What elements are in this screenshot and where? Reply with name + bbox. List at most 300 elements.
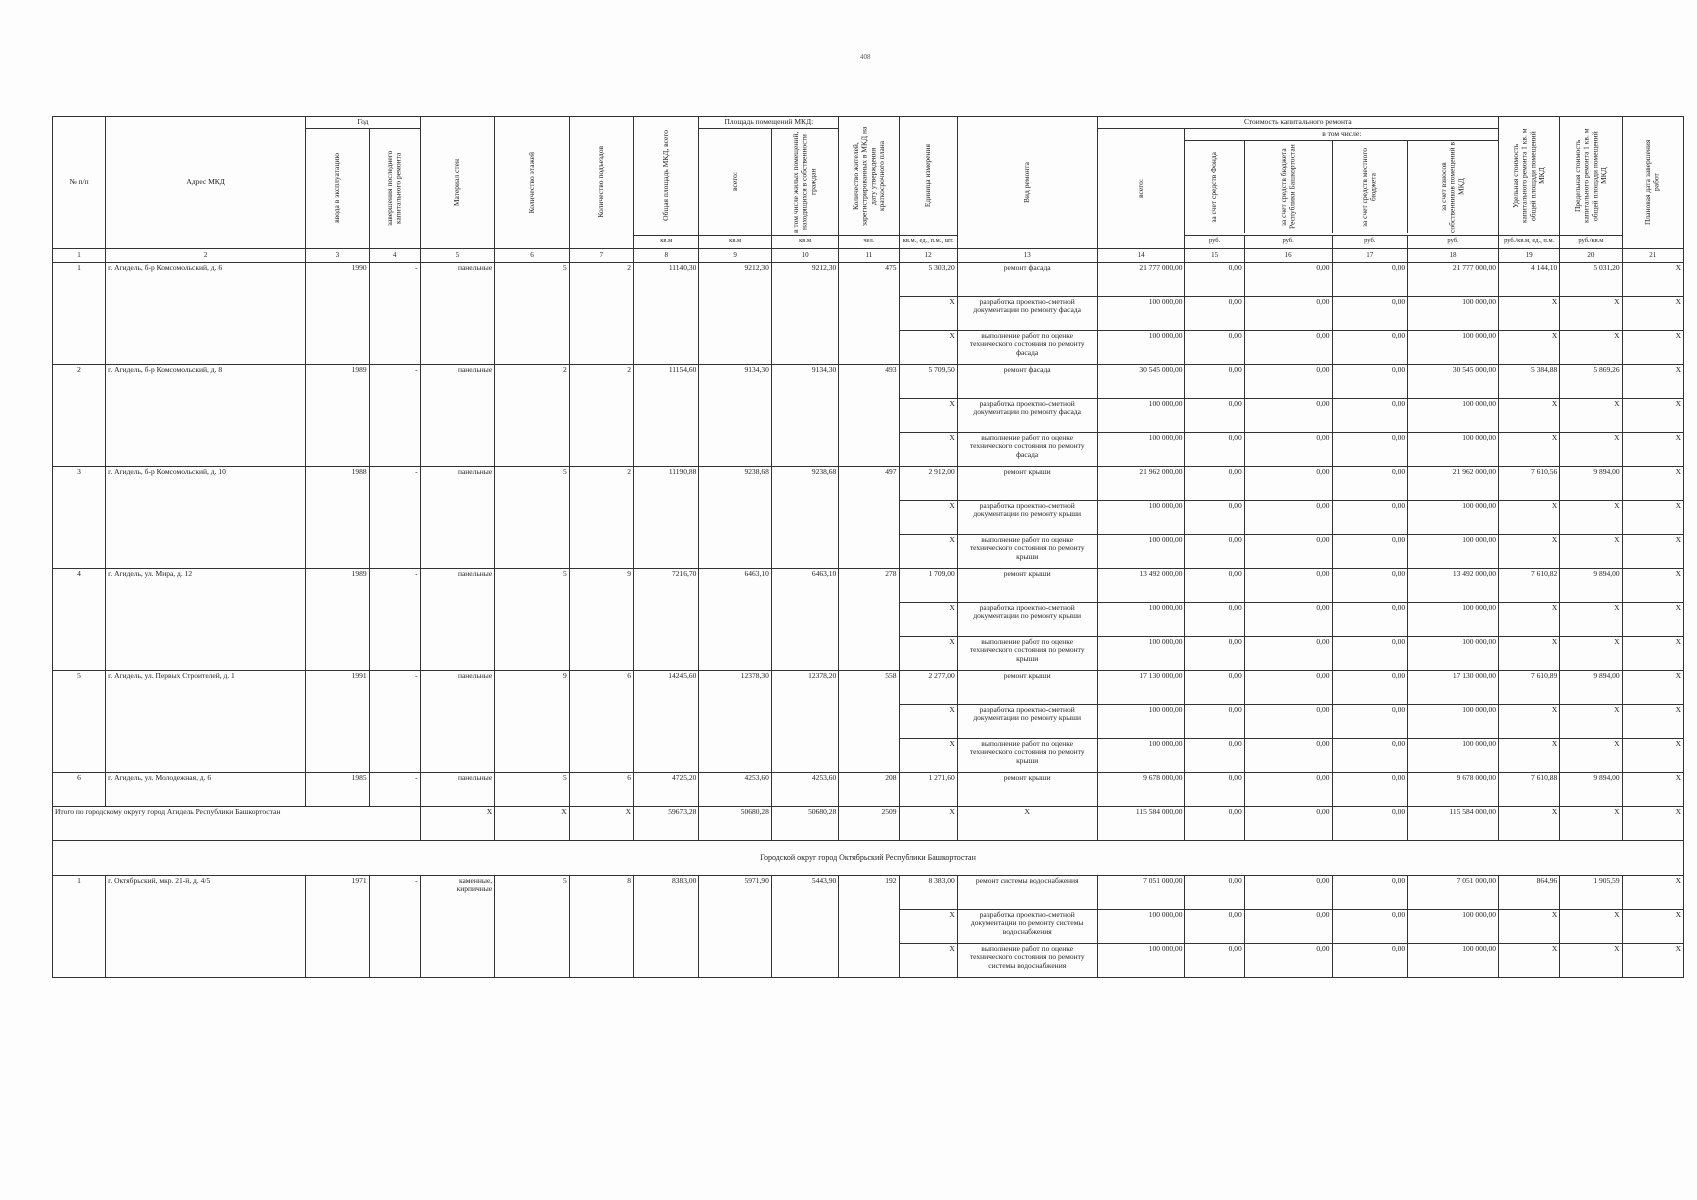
table-row [53, 466, 1684, 500]
cost-fund: 0,00 [1185, 636, 1244, 670]
cost-local: 0,00 [1332, 875, 1408, 909]
specific-cost: X [1499, 636, 1560, 670]
total-area: 59673,28 [634, 806, 699, 840]
planned-date: X [1622, 875, 1683, 909]
cost-fund: 0,00 [1185, 262, 1244, 296]
unit-owners: руб. [1408, 235, 1499, 248]
cost-republic: 0,00 [1244, 534, 1332, 568]
unit-max-cost: руб./кв.м [1560, 235, 1622, 248]
work-unit: 5 709,50 [899, 364, 957, 398]
cost-local: 0,00 [1332, 943, 1408, 977]
max-cost: X [1560, 330, 1622, 364]
cost-owners: 100 000,00 [1408, 704, 1499, 738]
column-number: 15 [1185, 248, 1244, 262]
planned-date: X [1622, 670, 1683, 704]
header-max-cost: Предельная стоимость капитального ремонта 1 кв. м общей площади помещений МКД [1572, 128, 1608, 224]
cost-total: 100 000,00 [1097, 534, 1185, 568]
wall-material: панельные [420, 772, 495, 806]
floors: 9 [495, 670, 570, 772]
cost-local: 0,00 [1332, 568, 1408, 602]
cost-total: 21 777 000,00 [1097, 262, 1185, 296]
work-unit: 1 709,00 [899, 568, 957, 602]
table-row [53, 772, 1684, 806]
cost-fund: 0,00 [1185, 909, 1244, 943]
wall-material: панельные [420, 670, 495, 772]
cost-fund: 0,00 [1185, 466, 1244, 500]
header-cost-republic: за счет средств бюджета Республики Башкортостан [1278, 144, 1297, 230]
table-row [53, 364, 1684, 398]
total-floors: X [495, 806, 570, 840]
total-area: 8383,00 [634, 875, 699, 977]
max-cost: 5 869,26 [1560, 364, 1622, 398]
floors: 5 [495, 466, 570, 568]
cost-republic: 0,00 [1244, 875, 1332, 909]
building-address: г. Агидель, б-р Комсомольский, д. 6 [106, 262, 306, 364]
total-label: Итого по городскому округу город Агидель Республики Башкортостан [53, 806, 421, 840]
residents: 208 [839, 772, 899, 806]
cost-local: 0,00 [1332, 534, 1408, 568]
total-residential: 50680,28 [771, 806, 838, 840]
residents: 558 [839, 670, 899, 772]
total-local: 0,00 [1332, 806, 1408, 840]
header-premises-total: всего: [729, 172, 739, 192]
building-no: 1 [53, 262, 106, 364]
cost-local: 0,00 [1332, 364, 1408, 398]
max-cost: X [1560, 636, 1622, 670]
max-cost: X [1560, 534, 1622, 568]
unit-premises-residents: кв.м [771, 235, 838, 248]
wall-material: каменные, кирпичные [420, 875, 495, 977]
premises-total: 9238,68 [699, 466, 772, 568]
planned-date: X [1622, 432, 1683, 466]
total-unit: X [899, 806, 957, 840]
work-type: ремонт крыши [957, 568, 1097, 602]
header-year-last-repair: завершения последнего капитального ремонта [384, 150, 403, 226]
cost-total: 100 000,00 [1097, 398, 1185, 432]
planned-date: X [1622, 500, 1683, 534]
cost-fund: 0,00 [1185, 364, 1244, 398]
work-type: ремонт крыши [957, 772, 1097, 806]
work-type: разработка проектно-сметной документации по ремонту крыши [957, 704, 1097, 738]
cost-owners: 100 000,00 [1408, 296, 1499, 330]
cost-owners: 100 000,00 [1408, 636, 1499, 670]
specific-cost: X [1499, 398, 1560, 432]
total-total: 115 584 000,00 [1097, 806, 1185, 840]
table-row [53, 875, 1684, 909]
specific-cost: X [1499, 500, 1560, 534]
total-date: X [1622, 806, 1683, 840]
cost-republic: 0,00 [1244, 772, 1332, 806]
year-commission: 1985 [306, 772, 369, 806]
table-row [53, 670, 1684, 704]
work-unit: 1 271,60 [899, 772, 957, 806]
entrances: 6 [569, 670, 633, 772]
header-total-area: Общая площадь МКД, всего [660, 130, 670, 222]
premises-residential: 9238,68 [771, 466, 838, 568]
floors: 5 [495, 568, 570, 670]
header-no: № п/п [53, 117, 106, 249]
column-number: 3 [306, 248, 369, 262]
max-cost: 9 894,00 [1560, 772, 1622, 806]
residents: 278 [839, 568, 899, 670]
max-cost: X [1560, 704, 1622, 738]
specific-cost: X [1499, 909, 1560, 943]
premises-total: 9212,30 [699, 262, 772, 364]
premises-residential: 9134,30 [771, 364, 838, 466]
premises-total: 6463,10 [699, 568, 772, 670]
cost-fund: 0,00 [1185, 704, 1244, 738]
planned-date: X [1622, 466, 1683, 500]
column-number: 8 [634, 248, 699, 262]
cost-fund: 0,00 [1185, 296, 1244, 330]
work-type: выполнение работ по оценке технического состояния по ремонту фасада [957, 432, 1097, 466]
cost-local: 0,00 [1332, 296, 1408, 330]
building-address: г. Агидель, ул. Мира, д. 12 [106, 568, 306, 670]
header-work-type: Вид ремонта [1021, 161, 1031, 203]
work-type: разработка проектно-сметной документации по ремонту крыши [957, 500, 1097, 534]
specific-cost: 7 610,82 [1499, 568, 1560, 602]
total-type: X [957, 806, 1097, 840]
cost-owners: 100 000,00 [1408, 330, 1499, 364]
cost-total: 100 000,00 [1097, 330, 1185, 364]
column-numbers-row [53, 248, 1684, 262]
total-area: 7216,70 [634, 568, 699, 670]
building-address: г. Агидель, ул. Молодежная, д. 6 [106, 772, 306, 806]
entrances: 8 [569, 875, 633, 977]
header-entrances: Количество подъездов [596, 146, 606, 219]
column-number: 6 [495, 248, 570, 262]
max-cost: X [1560, 296, 1622, 330]
cost-total: 100 000,00 [1097, 500, 1185, 534]
cost-fund: 0,00 [1185, 602, 1244, 636]
header-planned-date: Плановая дата завершения работ [1643, 139, 1661, 225]
specific-cost: X [1499, 602, 1560, 636]
cost-owners: 9 678 000,00 [1408, 772, 1499, 806]
work-type: выполнение работ по оценке технического состояния по ремонту крыши [957, 534, 1097, 568]
column-number: 12 [899, 248, 957, 262]
premises-residential: 6463,10 [771, 568, 838, 670]
cost-republic: 0,00 [1244, 704, 1332, 738]
premises-residential: 5443,90 [771, 875, 838, 977]
entrances: 2 [569, 364, 633, 466]
premises-total: 4253,60 [699, 772, 772, 806]
cost-owners: 100 000,00 [1408, 602, 1499, 636]
cost-fund: 0,00 [1185, 670, 1244, 704]
wall-material: панельные [420, 364, 495, 466]
residents: 493 [839, 364, 899, 466]
residents: 497 [839, 466, 899, 568]
work-unit: X [899, 500, 957, 534]
cost-fund: 0,00 [1185, 738, 1244, 772]
specific-cost: X [1499, 534, 1560, 568]
column-number: 10 [771, 248, 838, 262]
cost-fund: 0,00 [1185, 568, 1244, 602]
work-unit: 8 383,00 [899, 875, 957, 909]
year-last-repair: - [369, 262, 420, 364]
entrances: 2 [569, 466, 633, 568]
cost-republic: 0,00 [1244, 602, 1332, 636]
cost-republic: 0,00 [1244, 296, 1332, 330]
cost-total: 13 492 000,00 [1097, 568, 1185, 602]
work-unit: 5 303,20 [899, 262, 957, 296]
cost-republic: 0,00 [1244, 500, 1332, 534]
planned-date: X [1622, 602, 1683, 636]
cost-republic: 0,00 [1244, 738, 1332, 772]
specific-cost: X [1499, 738, 1560, 772]
wall-material: панельные [420, 568, 495, 670]
year-commission: 1989 [306, 568, 369, 670]
cost-owners: 30 545 000,00 [1408, 364, 1499, 398]
cost-local: 0,00 [1332, 466, 1408, 500]
work-type: выполнение работ по оценке технического состояния по ремонту фасада [957, 330, 1097, 364]
cost-fund: 0,00 [1185, 772, 1244, 806]
max-cost: 5 031,20 [1560, 262, 1622, 296]
planned-date: X [1622, 636, 1683, 670]
planned-date: X [1622, 568, 1683, 602]
unit-premises-total: кв.м [699, 235, 772, 248]
total-area: 14245,60 [634, 670, 699, 772]
building-no: 2 [53, 364, 106, 466]
building-no: 4 [53, 568, 106, 670]
specific-cost: 7 610,89 [1499, 670, 1560, 704]
cost-total: 100 000,00 [1097, 636, 1185, 670]
max-cost: X [1560, 432, 1622, 466]
work-type: разработка проектно-сметной документации по ремонту фасада [957, 296, 1097, 330]
unit-local: руб. [1332, 235, 1408, 248]
header-residents: Количество жителей, зарегистрированных в МКД на дату утверждения краткосрочного плана [850, 126, 886, 226]
cost-fund: 0,00 [1185, 943, 1244, 977]
total-fund: 0,00 [1185, 806, 1244, 840]
cost-fund: 0,00 [1185, 534, 1244, 568]
work-unit: X [899, 534, 957, 568]
max-cost: 9 894,00 [1560, 568, 1622, 602]
cost-fund: 0,00 [1185, 398, 1244, 432]
building-address: г. Агидель, б-р Комсомольский, д. 10 [106, 466, 306, 568]
work-unit: X [899, 943, 957, 977]
work-unit: X [899, 398, 957, 432]
wall-material: панельные [420, 262, 495, 364]
cost-total: 100 000,00 [1097, 602, 1185, 636]
floors: 5 [495, 772, 570, 806]
planned-date: X [1622, 943, 1683, 977]
work-unit: X [899, 704, 957, 738]
planned-date: X [1622, 704, 1683, 738]
specific-cost: 7 610,88 [1499, 772, 1560, 806]
cost-republic: 0,00 [1244, 636, 1332, 670]
floors: 5 [495, 875, 570, 977]
cost-local: 0,00 [1332, 500, 1408, 534]
header-cost-group: Стоимость капитального ремонта [1097, 117, 1498, 129]
table-header [53, 117, 1684, 249]
total-republic: 0,00 [1244, 806, 1332, 840]
planned-date: X [1622, 398, 1683, 432]
column-number: 5 [420, 248, 495, 262]
year-last-repair: - [369, 875, 420, 977]
building-no: 1 [53, 875, 106, 977]
year-commission: 1989 [306, 364, 369, 466]
cost-local: 0,00 [1332, 909, 1408, 943]
work-type: выполнение работ по оценке технического состояния по ремонту системы водоснабжения [957, 943, 1097, 977]
cost-owners: 100 000,00 [1408, 500, 1499, 534]
column-number: 4 [369, 248, 420, 262]
header-premises-residents: в том числе жилых помещений, находящихся в собственности граждан [791, 131, 818, 233]
work-unit: 2 277,00 [899, 670, 957, 704]
max-cost: 9 894,00 [1560, 670, 1622, 704]
residents: 192 [839, 875, 899, 977]
header-cost-local: за счет средств местного бюджета [1360, 147, 1378, 227]
max-cost: X [1560, 500, 1622, 534]
cost-fund: 0,00 [1185, 875, 1244, 909]
cost-local: 0,00 [1332, 670, 1408, 704]
total-area: 11190,88 [634, 466, 699, 568]
cost-total: 30 545 000,00 [1097, 364, 1185, 398]
unit-measure: кв.м., ед., п.м., шт. [899, 235, 957, 248]
cost-owners: 100 000,00 [1408, 943, 1499, 977]
cost-fund: 0,00 [1185, 500, 1244, 534]
year-last-repair: - [369, 364, 420, 466]
premises-residential: 4253,60 [771, 772, 838, 806]
total-entrances: X [569, 806, 633, 840]
table-body [53, 248, 1684, 977]
work-unit: X [899, 296, 957, 330]
capital-repair-plan-table [52, 116, 1684, 978]
total-owners: 115 584 000,00 [1408, 806, 1499, 840]
floors: 5 [495, 262, 570, 364]
building-no: 3 [53, 466, 106, 568]
planned-date: X [1622, 772, 1683, 806]
total-premises: 50680,28 [699, 806, 772, 840]
cost-republic: 0,00 [1244, 670, 1332, 704]
cost-local: 0,00 [1332, 636, 1408, 670]
cost-owners: 21 962 000,00 [1408, 466, 1499, 500]
max-cost: X [1560, 602, 1622, 636]
cost-local: 0,00 [1332, 772, 1408, 806]
year-commission: 1991 [306, 670, 369, 772]
building-address: г. Агидель, б-р Комсомольский, д. 8 [106, 364, 306, 466]
cost-owners: 100 000,00 [1408, 909, 1499, 943]
cost-total: 100 000,00 [1097, 909, 1185, 943]
max-cost: X [1560, 738, 1622, 772]
work-type: ремонт крыши [957, 466, 1097, 500]
cost-republic: 0,00 [1244, 568, 1332, 602]
work-unit: X [899, 602, 957, 636]
cost-republic: 0,00 [1244, 330, 1332, 364]
cost-fund: 0,00 [1185, 432, 1244, 466]
max-cost: X [1560, 909, 1622, 943]
premises-total: 12378,30 [699, 670, 772, 772]
header-year-commission: ввода в эксплуатацию [332, 153, 342, 224]
cost-owners: 100 000,00 [1408, 398, 1499, 432]
total-area: 4725,20 [634, 772, 699, 806]
premises-total: 9134,30 [699, 364, 772, 466]
unit-republic: руб. [1244, 235, 1332, 248]
column-number: 17 [1332, 248, 1408, 262]
column-number: 2 [106, 248, 306, 262]
year-last-repair: - [369, 772, 420, 806]
cost-total: 100 000,00 [1097, 738, 1185, 772]
max-cost: 1 905,59 [1560, 875, 1622, 909]
work-unit: X [899, 909, 957, 943]
planned-date: X [1622, 364, 1683, 398]
cost-republic: 0,00 [1244, 466, 1332, 500]
planned-date: X [1622, 330, 1683, 364]
max-cost: 9 894,00 [1560, 466, 1622, 500]
work-type: выполнение работ по оценке технического состояния по ремонту крыши [957, 738, 1097, 772]
planned-date: X [1622, 534, 1683, 568]
cost-total: 100 000,00 [1097, 432, 1185, 466]
column-number: 7 [569, 248, 633, 262]
planned-date: X [1622, 909, 1683, 943]
cost-total: 7 051 000,00 [1097, 875, 1185, 909]
column-number: 9 [699, 248, 772, 262]
planned-date: X [1622, 262, 1683, 296]
cost-owners: 17 130 000,00 [1408, 670, 1499, 704]
total-row [53, 806, 1684, 840]
work-unit: X [899, 432, 957, 466]
unit-residents: чел. [839, 235, 899, 248]
cost-total: 100 000,00 [1097, 296, 1185, 330]
cost-owners: 21 777 000,00 [1408, 262, 1499, 296]
header-cost-total: всего: [1135, 178, 1145, 198]
unit-specific-cost: руб./кв.м, ед., п.м. [1499, 235, 1560, 248]
unit-total-area: кв.м [634, 235, 699, 248]
residents: 475 [839, 262, 899, 364]
building-no: 6 [53, 772, 106, 806]
column-number: 13 [957, 248, 1097, 262]
planned-date: X [1622, 296, 1683, 330]
header-year-group: Год [306, 117, 420, 129]
cost-owners: 7 051 000,00 [1408, 875, 1499, 909]
cost-owners: 13 492 000,00 [1408, 568, 1499, 602]
specific-cost: 864,96 [1499, 875, 1560, 909]
year-commission: 1988 [306, 466, 369, 568]
cost-republic: 0,00 [1244, 432, 1332, 466]
cost-republic: 0,00 [1244, 262, 1332, 296]
total-specific: X [1499, 806, 1560, 840]
year-commission: 1971 [306, 875, 369, 977]
work-type: ремонт крыши [957, 670, 1097, 704]
total-max: X [1560, 806, 1622, 840]
table-row [53, 568, 1684, 602]
header-incl: в том числе: [1185, 130, 1498, 141]
premises-residential: 9212,30 [771, 262, 838, 364]
header-wall-material: Материал стен [452, 158, 462, 206]
cost-owners: 100 000,00 [1408, 534, 1499, 568]
cost-republic: 0,00 [1244, 943, 1332, 977]
cost-local: 0,00 [1332, 432, 1408, 466]
work-type: разработка проектно-сметной документации по ремонту фасада [957, 398, 1097, 432]
premises-residential: 12378,20 [771, 670, 838, 772]
header-premises-group: Площадь помещений МКД: [699, 117, 839, 129]
cost-republic: 0,00 [1244, 364, 1332, 398]
building-no: 5 [53, 670, 106, 772]
work-unit: 2 912,00 [899, 466, 957, 500]
cost-total: 21 962 000,00 [1097, 466, 1185, 500]
column-number: 20 [1560, 248, 1622, 262]
cost-total: 9 678 000,00 [1097, 772, 1185, 806]
max-cost: X [1560, 943, 1622, 977]
year-last-repair: - [369, 568, 420, 670]
total-material: X [420, 806, 495, 840]
cost-owners: 100 000,00 [1408, 432, 1499, 466]
cost-republic: 0,00 [1244, 398, 1332, 432]
specific-cost: 4 144,10 [1499, 262, 1560, 296]
table-row [53, 262, 1684, 296]
header-address: Адрес МКД [106, 117, 306, 249]
cost-total: 100 000,00 [1097, 704, 1185, 738]
work-type: ремонт системы водоснабжения [957, 875, 1097, 909]
entrances: 9 [569, 568, 633, 670]
